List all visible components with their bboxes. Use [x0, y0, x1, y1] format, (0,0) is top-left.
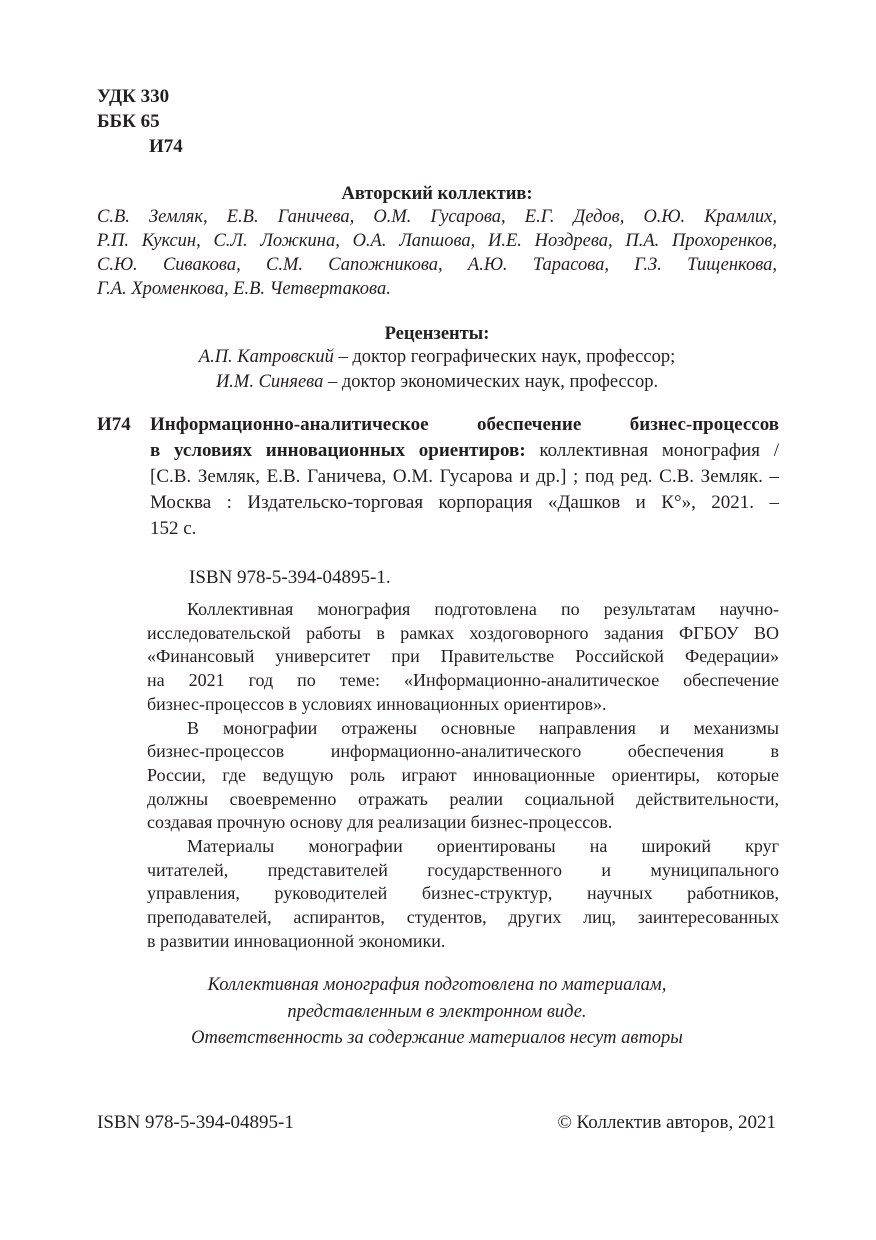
authors-line: С.Ю. Сивакова, С.М. Сапожникова, А.Ю. Тарасова, Г.З. Тищенкова, — [97, 255, 777, 275]
authors-list — [97, 205, 777, 301]
abstract-line: должны своевременно отражать реалии социальной действительности, — [147, 788, 779, 809]
abstract-line: создавая прочную основу для реализации бизнес-процессов. — [147, 812, 613, 833]
catalog-genre: коллективная монография / — [525, 440, 779, 461]
note-line: Ответственность за содержание материалов несут авторы — [191, 1028, 683, 1048]
copyright-notice: © Коллектив авторов, 2021 — [557, 1112, 776, 1133]
abstract-line: в развитии инновационной экономики. — [147, 930, 446, 951]
abstract-line: «Финансовый университет при Правительстве Российской Федерации» — [147, 646, 779, 667]
udk-code: УДК 330 — [97, 86, 170, 107]
abstract-line: на 2021 год по теме: «Информационно-аналитическое обеспечение — [147, 670, 779, 691]
reviewer-description: – доктор географических наук, профессор; — [333, 347, 676, 367]
abstract-line: преподавателей, аспирантов, студентов, других лиц, заинтересованных — [147, 907, 779, 928]
abstract-line: В монографии отражены основные направления и механизмы — [187, 717, 779, 738]
catalog-pages: 152 с. — [150, 518, 197, 539]
abstract-line: читателей, представителей государственного и муниципального — [147, 859, 779, 880]
note-line: Коллективная монография подготовлена по материалам, — [207, 975, 667, 995]
classification-codes — [97, 84, 183, 159]
reviewers-heading: Рецензенты: — [384, 324, 490, 344]
abstract — [147, 598, 779, 954]
catalog-title-line: Информационно-аналитическое обеспечение бизнес-процессов — [150, 414, 779, 435]
footer-isbn: ISBN 978-5-394-04895-1 — [97, 1112, 294, 1133]
abstract-line: бизнес-процессов в условиях инновационных ориентиров». — [147, 693, 607, 714]
reviewer-description: – доктор экономических наук, профессор. — [323, 372, 659, 392]
authors-line: Р.П. Куксин, С.Л. Ложкина, О.А. Лапшова, И.Е. Ноздрева, П.А. Прохоренков, — [97, 231, 777, 251]
edition-note — [97, 972, 777, 1052]
reviewer-name: И.М. Синяева — [215, 372, 324, 392]
abstract-line: России, где ведущую роль играют инновационные ориентиры, которые — [147, 764, 779, 785]
reviewer-entry — [97, 370, 777, 395]
abstract-line: Материалы монографии ориентированы на широкий круг — [187, 836, 779, 857]
authors-line: С.В. Земляк, Е.В. Ганичева, О.М. Гусарова, Е.Г. Дедов, О.Ю. Крамлих, — [97, 207, 777, 227]
abstract-line: управления, руководителей бизнес-структур, научных работников, — [147, 883, 779, 904]
reviewer-entry — [97, 345, 777, 370]
catalog-record — [150, 412, 779, 542]
bbk-code: ББК 65 — [97, 111, 160, 132]
reviewer-name: А.П. Катровский — [198, 347, 334, 367]
reviewers-list — [97, 345, 777, 395]
catalog-line: Москва : Издательско-торговая корпорация «Дашков и К°», 2021. – — [150, 492, 779, 513]
catalog-author-sign: И74 — [97, 414, 131, 435]
catalog-title-line: в условиях инновационных ориентиров: — [150, 440, 526, 461]
catalog-line — [150, 438, 779, 464]
authors-line: Г.А. Хроменкова, Е.В. Четвертакова. — [97, 279, 391, 299]
abstract-line: бизнес-процессов информационно-аналитического обеспечения в — [147, 741, 779, 762]
catalog-line: [С.В. Земляк, Е.В. Ганичева, О.М. Гусарова и др.] ; под ред. С.В. Земляк. – — [150, 466, 779, 487]
abstract-line: Коллективная монография подготовлена по результатам научно- — [187, 599, 779, 619]
note-line: представленным в электронном виде. — [287, 1001, 587, 1022]
author-sign-code: И74 — [149, 136, 183, 157]
catalog-isbn: ISBN 978-5-394-04895-1. — [189, 567, 391, 588]
authors-heading: Авторский коллектив: — [341, 184, 533, 204]
abstract-line: исследовательской работы в рамках хоздоговорного задания ФГБОУ ВО — [147, 622, 779, 643]
